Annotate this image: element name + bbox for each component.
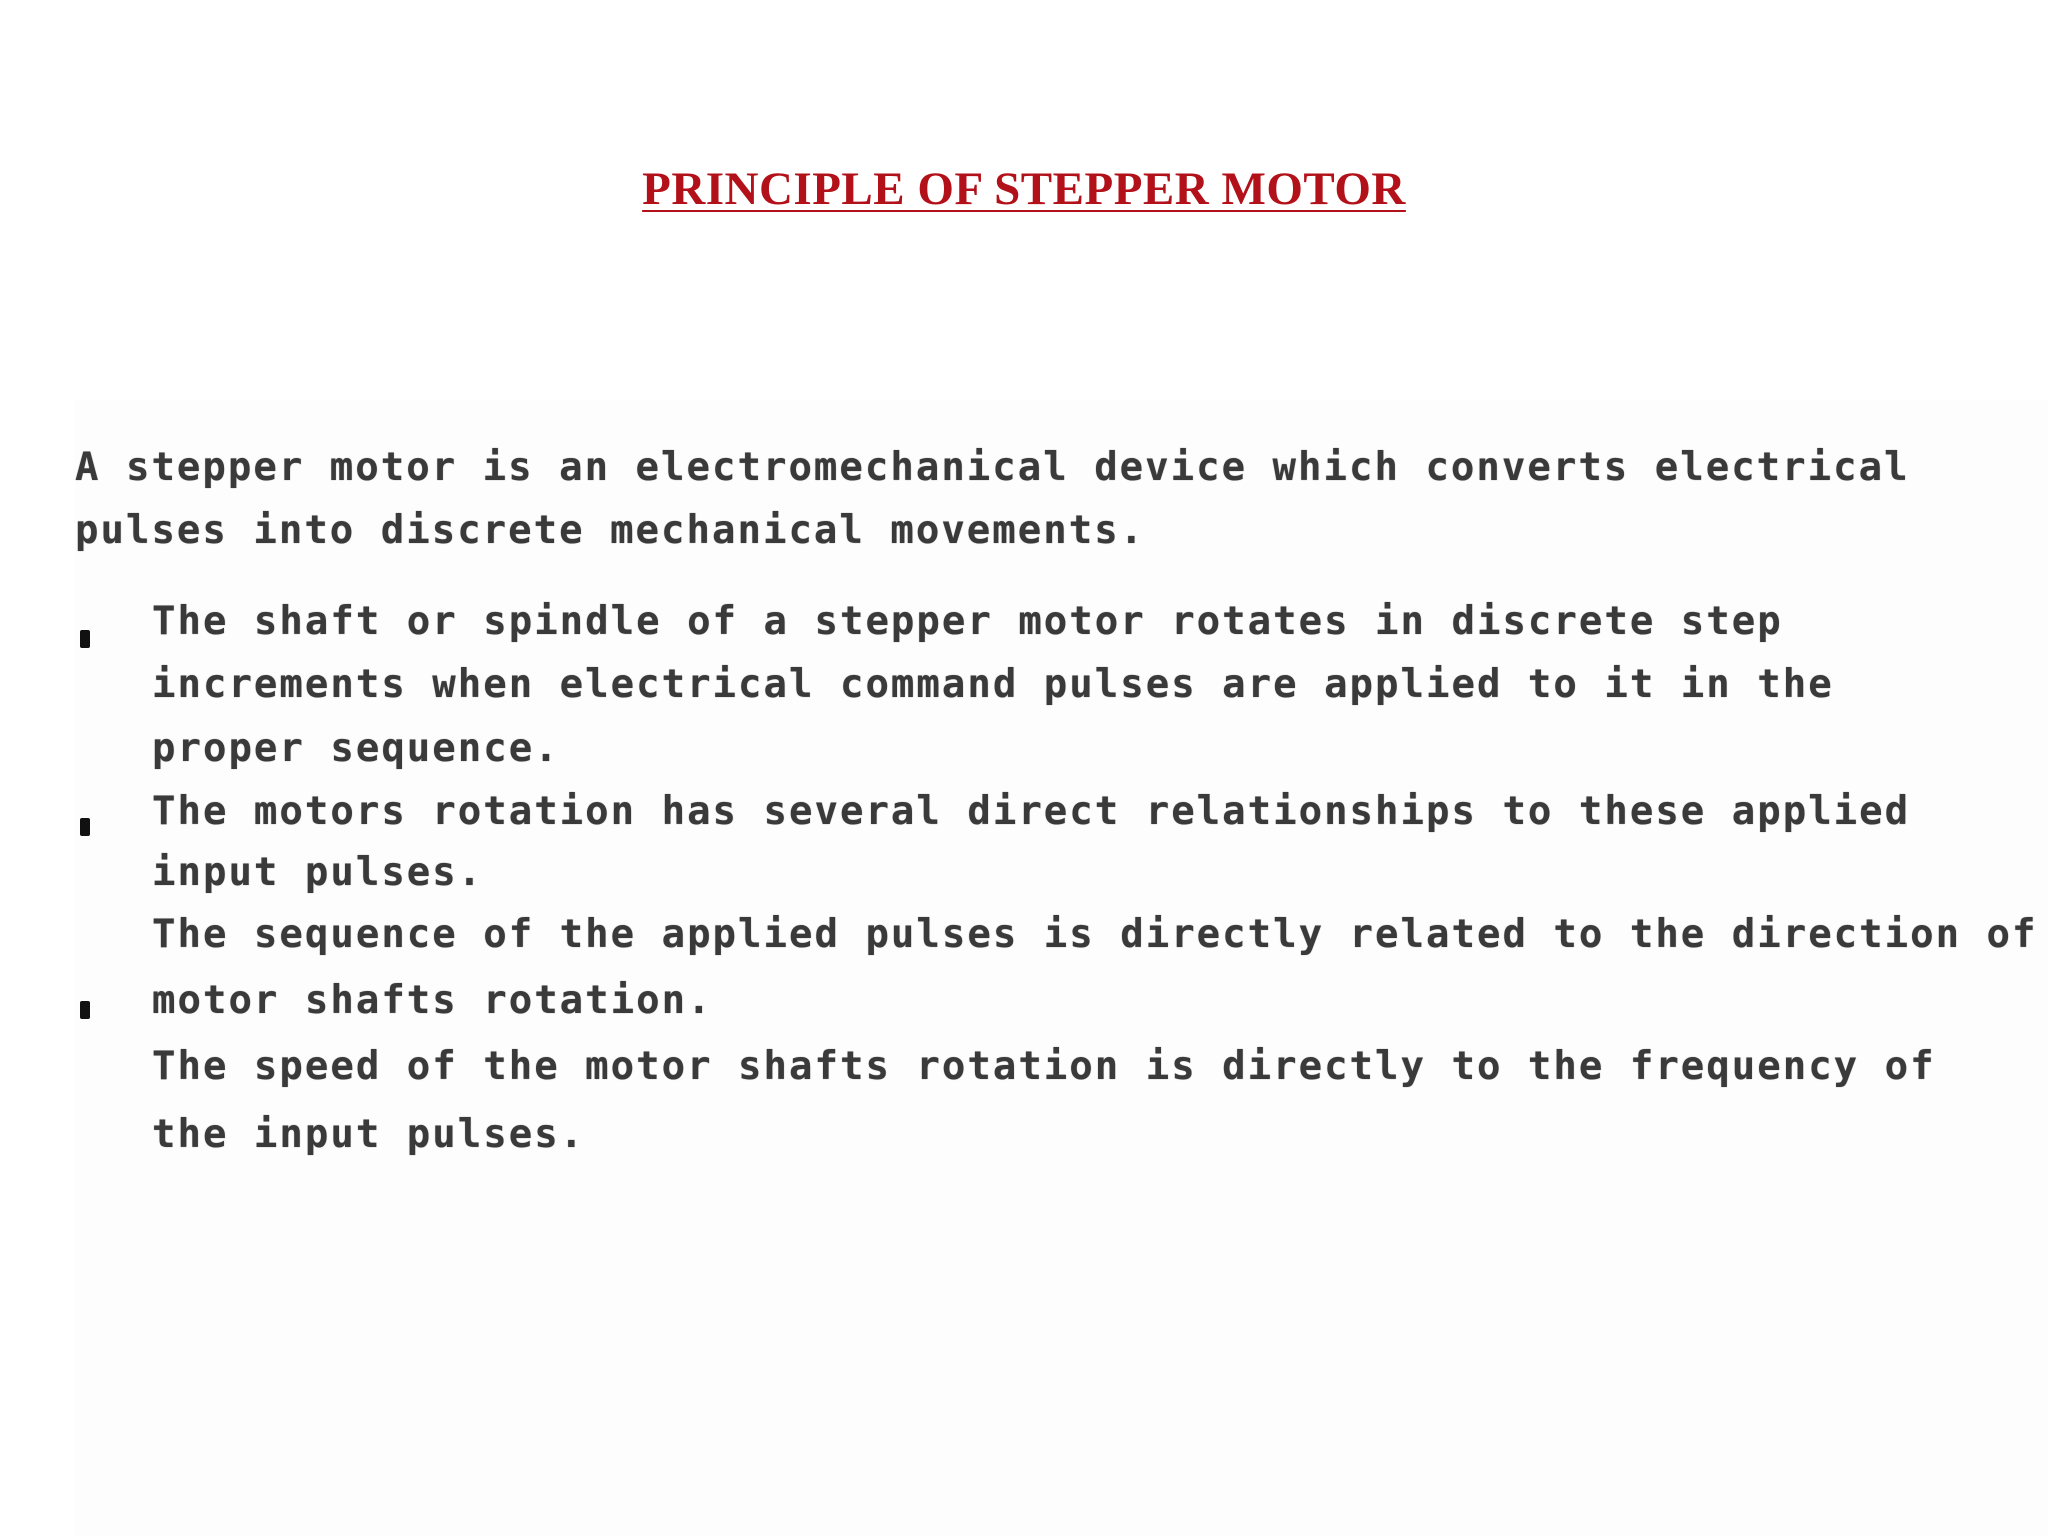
bullet-4-line-2: the input pulses. <box>152 1112 586 1157</box>
bullet-2-line-1: The motors rotation has several direct relationships to these applied <box>152 789 1911 834</box>
slide-title: PRINCIPLE OF STEPPER MOTOR <box>642 163 1406 215</box>
intro-line-1: A stepper motor is an electromechanical device which converts electrical <box>75 445 1910 490</box>
bullet-marker-1 <box>80 630 90 648</box>
scanned-text-image-background <box>75 400 2048 1536</box>
bullet-1-line-1: The shaft or spindle of a stepper motor rotates in discrete step <box>152 599 1783 644</box>
bullet-3-line-1: The sequence of the applied pulses is directly related to the direction of <box>152 912 2038 957</box>
bullet-1-line-2: increments when electrical command pulses are applied to it in the <box>152 662 1834 707</box>
bullet-marker-3 <box>80 1001 90 1019</box>
bullet-4-line-1: The speed of the motor shafts rotation is directly to the frequency of <box>152 1044 1936 1089</box>
bullet-marker-2 <box>80 818 90 836</box>
bullet-3-line-2: motor shafts rotation. <box>152 978 713 1023</box>
bullet-2-line-2: input pulses. <box>152 850 484 895</box>
intro-line-2: pulses into discrete mechanical movements. <box>75 508 1146 553</box>
bullet-1-line-3: proper sequence. <box>152 726 560 771</box>
